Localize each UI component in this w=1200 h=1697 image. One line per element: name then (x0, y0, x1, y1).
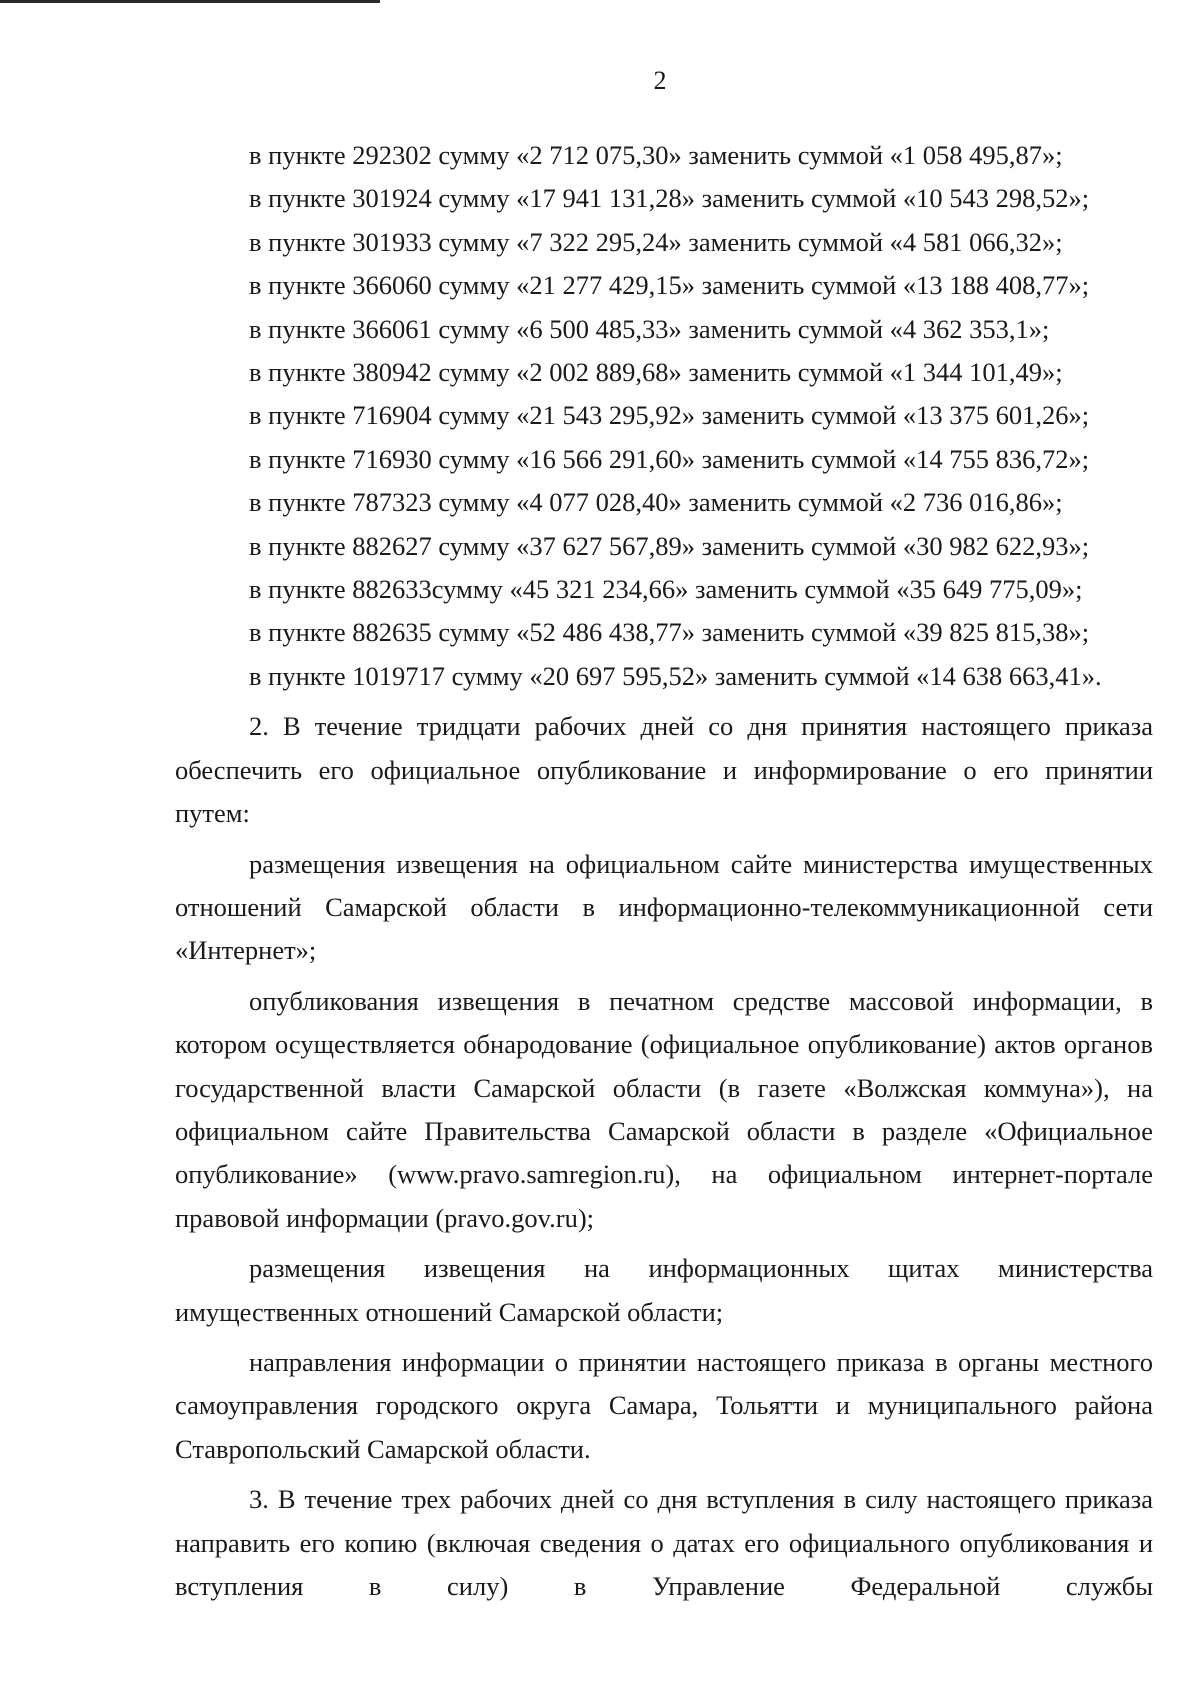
amendment-line: в пункте 292302 сумму «2 712 075,30» заменить суммой «1 058 495,87»; (249, 140, 1063, 170)
document-body (175, 134, 1153, 1608)
section-2-intro: 2. В течение тридцати рабочих дней со дня принятия настоящего приказа обеспечить его официальное опубликование и информирование о его принятии путем: (175, 711, 1153, 829)
amendment-line: в пункте 882627 сумму «37 627 567,89» заменить суммой «30 982 622,93»; (249, 530, 1090, 561)
section-2-item: опубликования извещения в печатном средстве массовой информации, в котором осуществляется обнародование (официальное опубликование) актов органов государственной власти Самарской области (в газете «Волжская коммуна»), на официальном сайте Правительства Самарской области в разделе «Официальное опубликование» (www.pravo.samregion.ru), на официальном интернет-портале правовой информации (pravo.gov.ru); (175, 985, 1153, 1233)
section-3: 3. В течение трех рабочих дней со дня вступления в силу настоящего приказа направить его копию (включая сведения о датах его официального опубликования и вступления в силу) в Управление Федеральной службы (175, 1484, 1153, 1601)
amendment-line: в пункте 301933 сумму «7 322 295,24» заменить суммой «4 581 066,32»; (249, 226, 1063, 257)
amendment-line: в пункте 882635 сумму «52 486 438,77» заменить суммой «39 825 815,38»; (249, 617, 1090, 648)
amendment-line: в пункте 882633сумму «45 321 234,66» заменить суммой «35 649 775,09»; (249, 574, 1083, 605)
page-number: 2 (653, 66, 667, 95)
amendment-line: в пункте 301924 сумму «17 941 131,28» заменить суммой «10 543 298,52»; (249, 183, 1090, 214)
amendment-line: в пункте 716930 сумму «16 566 291,60» заменить суммой «14 755 836,72»; (249, 443, 1090, 474)
section-2-item: размещения извещения на официальном сайте министерства имущественных отношений Самарской области в информационно-телекоммуникационной сети «Интернет»; (175, 848, 1153, 966)
scan-edge-line (0, 0, 380, 3)
amendment-line-last: в пункте 1019717 сумму «20 697 595,52» заменить суммой «14 638 663,41». (249, 660, 1102, 691)
amendments-list (175, 134, 1153, 698)
amendment-line: в пункте 787323 сумму «4 077 028,40» заменить суммой «2 736 016,86»; (249, 487, 1063, 518)
amendment-line: в пункте 366061 сумму «6 500 485,33» заменить суммой «4 362 353,1»; (249, 313, 1050, 344)
section-2-item: размещения извещения на информационных щитах министерства имущественных отношений Самарской области; (175, 1253, 1153, 1327)
amendment-line: в пункте 380942 сумму «2 002 889,68» заменить суммой «1 344 101,49»; (249, 357, 1063, 388)
amendment-line: в пункте 716904 сумму «21 543 295,92» заменить суммой «13 375 601,26»; (249, 400, 1090, 431)
amendment-line: в пункте 366060 сумму «21 277 429,15» заменить суммой «13 188 408,77»; (249, 270, 1090, 301)
section-2-item: направления информации о принятии настоящего приказа в органы местного самоуправления городского округа Самара, Тольятти и муниципального района Ставропольский Самарской области. (175, 1346, 1153, 1464)
